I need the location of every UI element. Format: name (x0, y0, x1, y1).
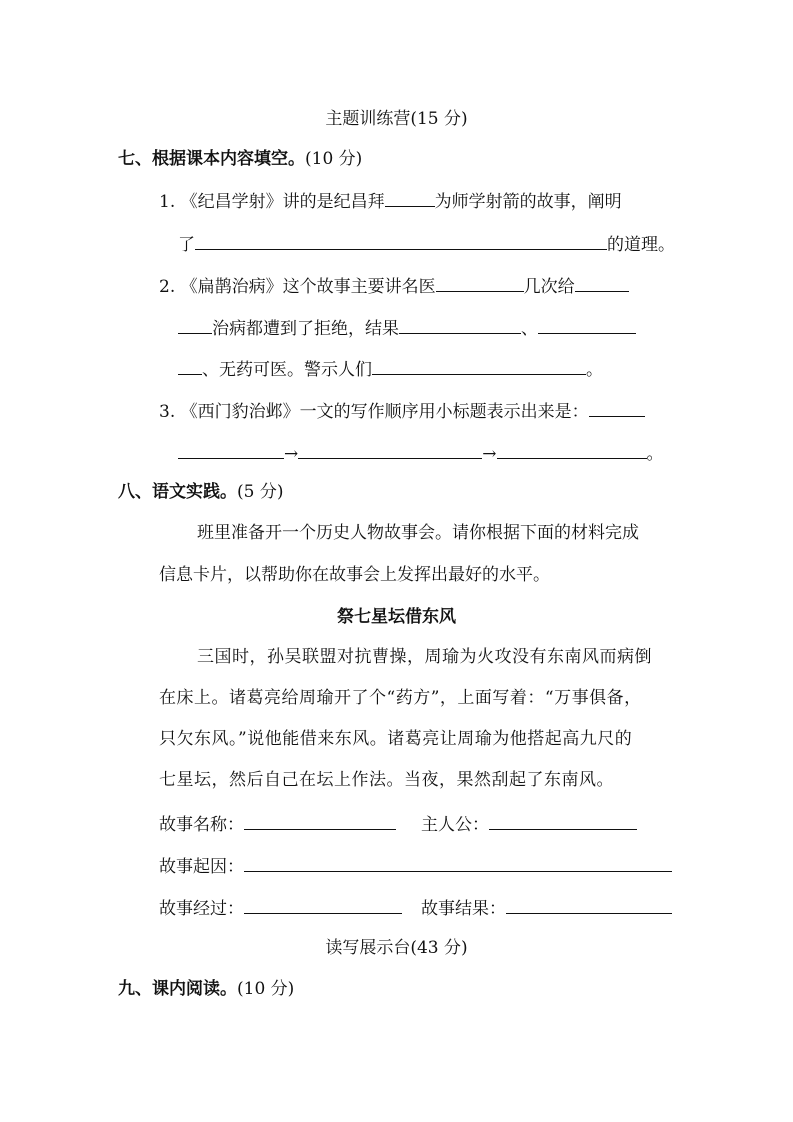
card-row-process (159, 895, 402, 921)
q9-points: (10 分) (237, 979, 295, 999)
q7-item1-text-a: 《纪昌学射》讲的是纪昌拜 (180, 192, 385, 212)
card-row-hero (421, 811, 637, 837)
card-row-result (421, 895, 672, 921)
q7-item3-number: 3. (159, 402, 176, 422)
q7-item2-number: 2. (159, 277, 176, 297)
q7-item2-text-a: 《扁鹊治病》这个故事主要讲名医 (180, 277, 436, 297)
q7-item3-arrow-1: → (284, 444, 299, 464)
card-name-label: 故事名称： (159, 815, 244, 835)
q7-item3-line1 (159, 398, 645, 424)
card-name-blank[interactable] (244, 811, 396, 830)
story-paragraph-line1: 三国时，孙吴联盟对抗曹操，周瑜为火攻没有东南风而病倒 (197, 647, 652, 667)
q7-item2-text-b: 几次给 (523, 277, 575, 297)
q7-item1-line1 (159, 188, 622, 214)
card-cause-label: 故事起因： (159, 857, 244, 877)
q7-item2-text-e: 、无药可医。警示人们 (202, 360, 372, 380)
q7-item2-line2 (178, 315, 636, 341)
q7-item2-text-f: 。 (586, 360, 603, 380)
q8-intro-line1: 班里准备开一个历史人物故事会。请你根据下面的材料完成 (197, 523, 639, 543)
q7-item2-blank-result-b[interactable] (538, 315, 636, 334)
card-row-name (159, 811, 396, 837)
card-cause-blank[interactable] (244, 853, 672, 872)
q7-item2-line3 (178, 356, 603, 382)
card-hero-label: 主人公： (421, 815, 489, 835)
q7-item2-blank-doctor[interactable] (436, 273, 524, 292)
q7-item1-blank-teacher[interactable] (385, 188, 435, 207)
q7-item2-blank-result-c[interactable] (178, 356, 202, 375)
q9-heading-text: 九、课内阅读。 (118, 979, 237, 999)
q7-item1-text-b: 为师学射箭的故事，阐明 (434, 192, 622, 212)
card-process-label: 故事经过： (159, 899, 244, 919)
story-paragraph-line4: 七星坛，然后自己在坛上作法。当夜，果然刮起了东南风。 (159, 770, 614, 790)
card-result-blank[interactable] (506, 895, 672, 914)
q7-item1-number: 1. (159, 192, 176, 212)
story-paragraph-line2: 在床上。诸葛亮给周瑜开了个“药方”，上面写着：“万事俱备， (159, 688, 642, 708)
q7-item3-text-a: 《西门豹治邺》一文的写作顺序用小标题表示出来是： (180, 402, 589, 422)
q7-item1-text-c: 了 (178, 235, 195, 255)
q9-heading (118, 977, 294, 1001)
section-title-training-camp: 主题训练营(15 分) (325, 109, 468, 129)
q7-item2-text-d: 、 (521, 319, 538, 339)
q7-item2-line1 (159, 273, 629, 299)
q7-heading-text: 七、根据课本内容填空。 (118, 149, 305, 169)
q7-item1-blank-lesson[interactable] (195, 231, 607, 250)
card-process-blank[interactable] (244, 895, 402, 914)
q7-item2-blank-warning[interactable] (372, 356, 586, 375)
card-row-cause (159, 853, 672, 879)
card-hero-blank[interactable] (489, 811, 637, 830)
q7-item3-end: 。 (646, 444, 664, 464)
q8-heading (118, 480, 283, 504)
story-paragraph-line3: 只欠东风。”说他能借来东风。诸葛亮让周瑜为他搭起高九尺的 (159, 729, 633, 749)
q8-points: (5 分) (237, 482, 284, 502)
q7-heading (118, 147, 362, 171)
q8-intro-line2: 信息卡片，以帮助你在故事会上发挥出最好的水平。 (159, 565, 550, 585)
q8-heading-text: 八、语文实践。 (118, 482, 237, 502)
q7-item3-blank-a[interactable] (589, 398, 645, 417)
q7-item2-text-c: 治病都遭到了拒绝，结果 (212, 319, 399, 339)
q7-item3-arrow-2: → (482, 444, 497, 464)
card-result-label: 故事结果： (421, 899, 506, 919)
story-title: 祭七星坛借东风 (337, 607, 456, 627)
q7-item1-text-d: 的道理。 (607, 235, 675, 255)
q7-points: (10 分) (305, 149, 363, 169)
q7-item2-blank-patient-b[interactable] (178, 315, 212, 334)
q7-item1-line2 (178, 231, 675, 257)
q7-item2-blank-result-a[interactable] (399, 315, 521, 334)
q7-item3-blank-c[interactable] (298, 440, 482, 459)
q7-item2-blank-patient-a[interactable] (575, 273, 629, 292)
q7-item3-blank-d[interactable] (497, 440, 647, 459)
q7-item3-blank-b[interactable] (178, 440, 284, 459)
q7-item3-line2 (178, 440, 664, 466)
section-title-reading-writing: 读写展示台(43 分) (325, 938, 468, 958)
